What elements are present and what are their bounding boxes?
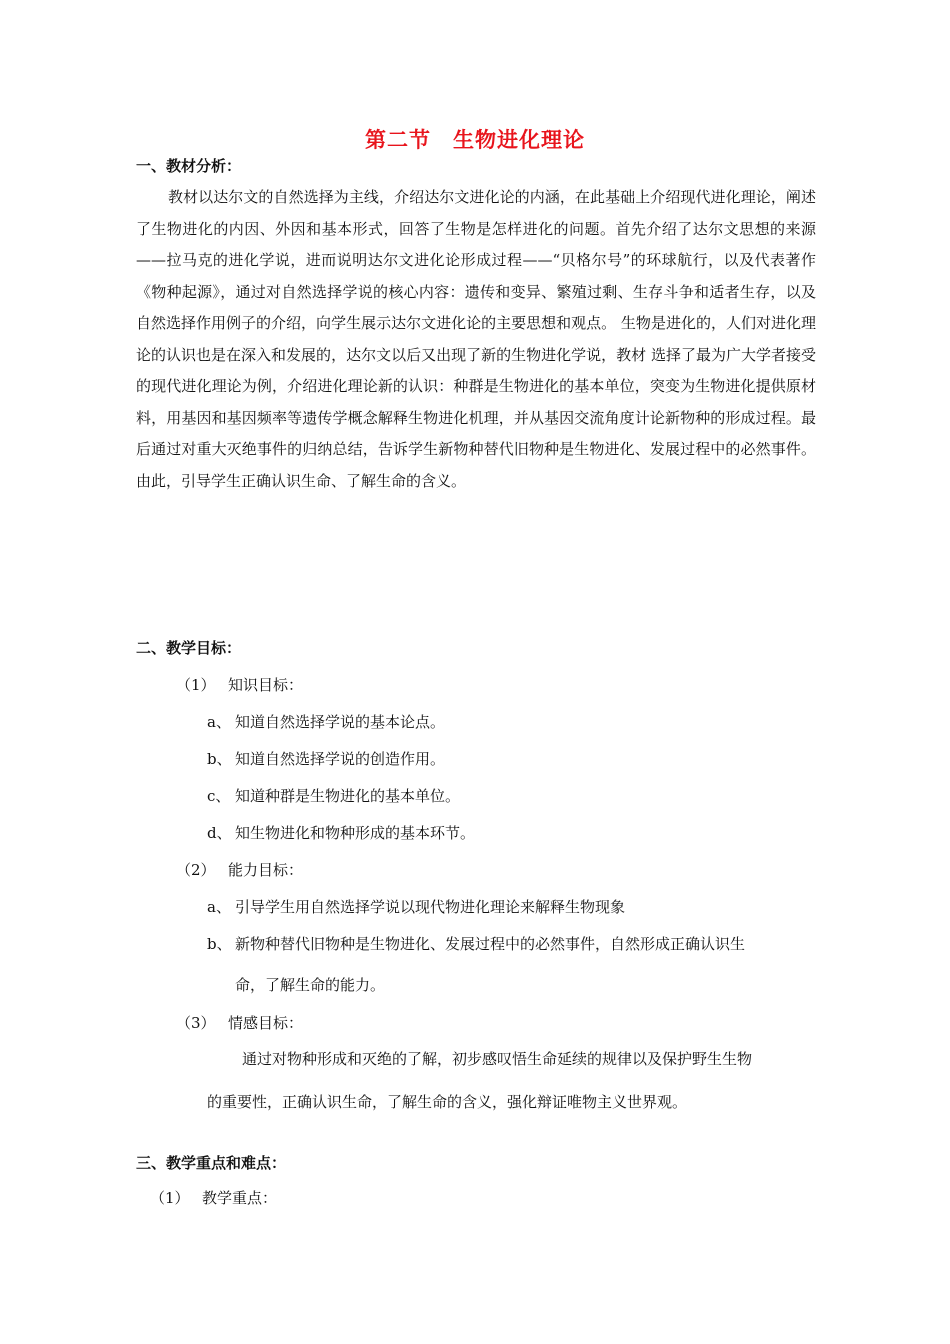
goal-ability xyxy=(176,859,303,880)
goal-number: （2） xyxy=(176,861,216,879)
list-item xyxy=(207,748,445,769)
key-point-item xyxy=(150,1187,277,1208)
section-heading-key-points: 三、教学重点和难点： xyxy=(136,1154,287,1172)
item-label: 教学重点： xyxy=(202,1189,278,1207)
goal-label: 能力目标： xyxy=(228,861,304,879)
item-letter: b、 xyxy=(207,750,232,768)
section-heading-analysis: 一、教材分析： xyxy=(136,157,242,175)
goal-label: 知识目标： xyxy=(228,676,304,694)
list-item xyxy=(207,711,445,732)
item-letter: d、 xyxy=(207,824,232,842)
list-item-continuation: 命，了解生命的能力。 xyxy=(235,976,386,994)
list-item xyxy=(207,896,625,917)
item-letter: a、 xyxy=(207,713,231,731)
item-text: 知道种群是生物进化的基本单位。 xyxy=(235,787,461,805)
section-heading-goals: 二、教学目标： xyxy=(136,639,242,657)
analysis-paragraph: 教材以达尔文的自然选择为主线，介绍达尔文进化论的内涵，在此基础上介绍现代进化理论，阐述了生物进化的内因、外因和基本形式，回答了生物是怎样进化的问题。首先介绍了达尔文思想的来源——拉马克的进化学说，进而说明达尔文进化论形成过程——“贝格尔号”的环球航行，以及代表著作《物种起源》，通过对自然选择学说的核心内容：遗传和变异、繁殖过剩、生存斗争和适者生存，以及自然选择作用例子的介绍，向学生展示达尔文进化论的主要思想和观点。 生物是进化的，人们对进化理论的认识也是在深入和发展的，达尔文以后又出现了新的生物进化学说，教材 选择了最为广大学者接受的现代进化理论为例，介绍进化理论新的认识：种群是生物进化的基本单位，突变为生物进化提供原材料，用基因和基因频率等遗传学概念解释生物进化机理，并从基因交流角度计论新物种的形成过程。最后通过对重大灭绝事件的归纳总结，告诉学生新物种替代旧物种是生物进化、发展过程中的必然事件。由此，引导学生正确认识生命、了解生命的含义。 xyxy=(136,188,816,490)
list-item xyxy=(207,785,460,806)
list-item xyxy=(207,933,745,954)
item-letter: a、 xyxy=(207,898,231,916)
goal-label: 情感目标： xyxy=(228,1014,304,1032)
goal-number: （3） xyxy=(176,1014,216,1032)
goal-number: （1） xyxy=(176,676,216,694)
item-letter: c、 xyxy=(207,787,231,805)
goal-emotion xyxy=(176,1012,303,1033)
emotion-text-line: 通过对物种形成和灭绝的了解，初步感叹悟生命延续的规律以及保护野生生物 xyxy=(242,1050,753,1068)
goal-knowledge xyxy=(176,674,303,695)
item-number: （1） xyxy=(150,1189,190,1207)
item-text: 知生物进化和物种形成的基本环节。 xyxy=(235,824,476,842)
item-text: 知道自然选择学说的创造作用。 xyxy=(235,750,446,768)
item-letter: b、 xyxy=(207,935,232,953)
item-text: 引导学生用自然选择学说以现代物进化理论来解释生物现象 xyxy=(235,898,626,916)
emotion-text-line: 的重要性，正确认识生命，了解生命的含义，强化辩证唯物主义世界观。 xyxy=(207,1093,688,1111)
page-title: 第二节 生物进化理论 xyxy=(365,128,585,152)
item-text: 新物种替代旧物种是生物进化、发展过程中的必然事件，自然形成正确认识生 xyxy=(235,935,746,953)
item-text: 知道自然选择学说的基本论点。 xyxy=(235,713,446,731)
list-item xyxy=(207,822,475,843)
